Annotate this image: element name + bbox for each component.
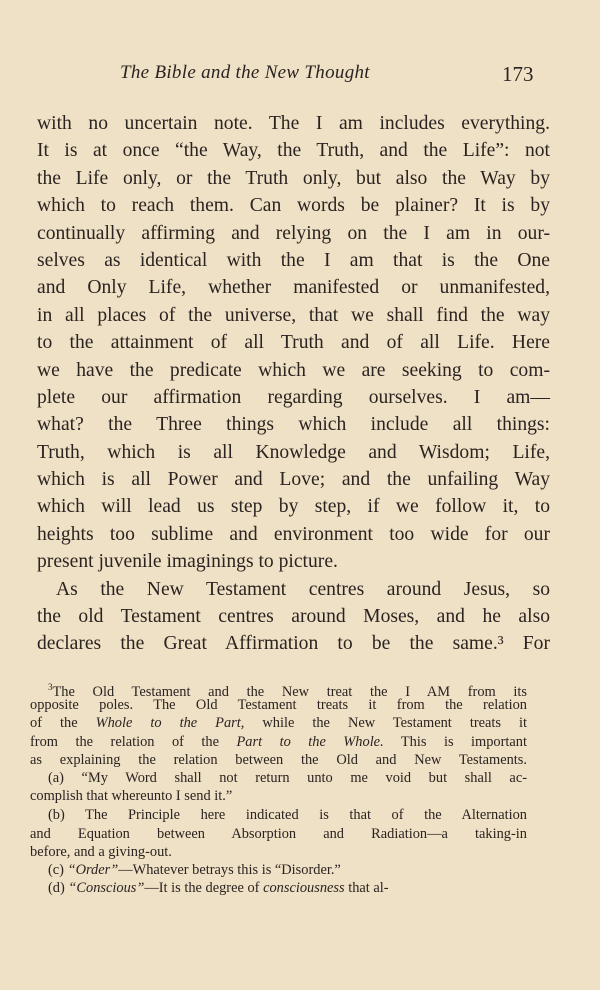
body-text — [37, 110, 550, 658]
running-header — [0, 62, 600, 88]
text-line: present juvenile imaginings to picture. — [37, 551, 338, 573]
text-line: the Life only, or the Truth only, but also the Way by — [37, 167, 550, 189]
footnote-item-a: (a) “My Word shall not return unto me void but shall ac- — [48, 769, 527, 786]
text-line: what? the Three things which include all things: — [37, 414, 550, 436]
footnote-line: as explaining the relation between the Old and New Testaments. — [30, 751, 527, 768]
text-line: heights too sublime and environment too wide for our — [37, 523, 550, 545]
text-line: continually affirming and relying on the I am in our- — [37, 222, 550, 244]
footnote-line: opposite poles. The Old Testament treats it from the relation — [30, 697, 527, 714]
running-title: The Bible and the New Thought — [120, 62, 370, 83]
footnote-line: complish that whereunto I send it.” — [30, 788, 233, 805]
footnote-line: from the relation of the Part to the Whole. This is important — [30, 733, 527, 750]
footnote — [30, 678, 527, 897]
text-line: Truth, which is all Knowledge and Wisdom; Life, — [37, 441, 550, 463]
footnote-item-c: (c) “Order”—Whatever betrays this is “Disorder.” — [48, 861, 341, 878]
text-line: we have the predicate which we are seeking to com- — [37, 359, 550, 381]
footnote-line: $^3$The Old Testament and the New treat the I AM from its — [48, 682, 527, 700]
footnote-line: of the Whole to the Part, while the New Testament treats it — [30, 715, 527, 732]
footnote-line: and Equation between Absorption and Radiation—a taking-in — [30, 825, 527, 842]
text-line: in all places of the universe, that we shall find the way — [37, 304, 550, 326]
footnote-item-d: (d) “Conscious”—It is the degree of consciousness that al- — [48, 880, 389, 897]
text-line: which is all Power and Love; and the unfailing Way — [37, 469, 550, 491]
text-line: the old Testament centres around Moses, and he also — [37, 606, 550, 628]
text-line: which to reach them. Can words be plainer? It is by — [37, 195, 550, 217]
text-line: which will lead us step by step, if we follow it, to — [37, 496, 550, 518]
text-line: and Only Life, whether manifested or unmanifested, — [37, 277, 550, 299]
text-line: declares the Great Affirmation to be the same.³ For — [37, 633, 550, 655]
footnote-marker: 3 — [48, 682, 53, 692]
text-line: with no uncertain note. The I am includes everything. — [37, 113, 550, 134]
page-number: 173 — [502, 62, 534, 86]
text-line: It is at once “the Way, the Truth, and the Life”: not — [37, 140, 550, 162]
text-line: selves as identical with the I am that is the One — [37, 249, 550, 271]
text-line: to the attainment of all Truth and of all Life. Here — [37, 332, 550, 354]
footnote-item-b: (b) The Principle here indicated is that of the Alternation — [48, 807, 527, 824]
text-line: As the New Testament centres around Jesus, so — [56, 578, 550, 600]
text-line: plete our affirmation regarding ourselves. I am— — [37, 386, 550, 408]
footnote-line: before, and a giving-out. — [30, 843, 172, 860]
